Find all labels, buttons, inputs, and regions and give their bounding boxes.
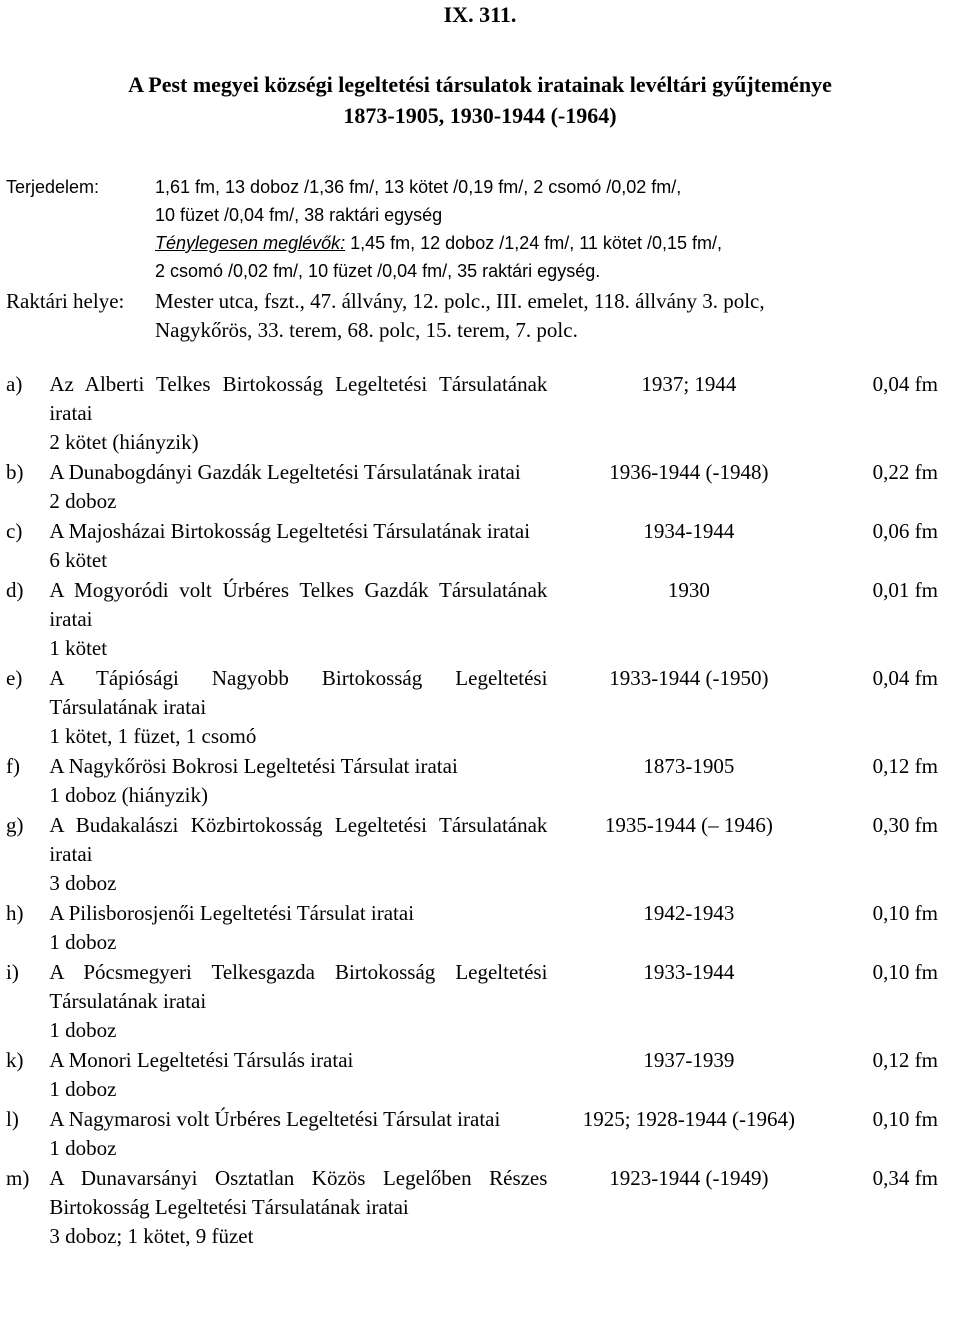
record-description <box>49 899 547 958</box>
record-name: Az Alberti Telkes Birtokosság Legeltetési Társulatának iratai <box>49 372 548 425</box>
record-dates: 1936-1944 (-1948) <box>609 460 769 484</box>
document-title: A Pest megyei községi legeltetési társulatok iratainak levéltári gyűjteménye <box>128 72 832 97</box>
location-line-2: Nagykőrös, 33. terem, 68. polc, 15. terem, 7. polc. <box>155 318 578 342</box>
record-units: 1 doboz <box>49 1077 117 1101</box>
record-size: 0,12 fm <box>872 1048 938 1072</box>
record-dates: 1934-1944 <box>643 519 735 543</box>
record-name: A Pilisborosjenői Legeltetési Társulat iratai <box>49 901 415 925</box>
record-units: 3 doboz <box>49 871 117 895</box>
record-size: 0,10 fm <box>872 1107 938 1131</box>
record-row <box>0 1046 960 1105</box>
record-name: A Majosházai Birtokosság Legeltetési Társulatának iratai <box>49 519 531 543</box>
record-size: 0,01 fm <box>872 578 938 602</box>
record-description <box>49 370 547 458</box>
record-dates: 1935-1944 (– 1946) <box>604 813 773 837</box>
record-dates: 1937-1939 <box>643 1048 735 1072</box>
record-row <box>0 517 960 576</box>
record-name: A Mogyoródi volt Úrbéres Telkes Gazdák Társulatának iratai <box>49 578 548 631</box>
record-name: A Nagymarosi volt Úrbéres Legeltetési Társulat iratai <box>49 1107 501 1131</box>
record-dates: 1933-1944 <box>643 960 735 984</box>
record-dates: 1937; 1944 <box>641 372 737 396</box>
record-description <box>49 811 547 899</box>
record-letter: a) <box>6 372 23 396</box>
extent-line-2: 10 füzet /0,04 fm/, 38 raktári egység <box>155 205 443 225</box>
record-size: 0,04 fm <box>872 666 938 690</box>
record-row <box>0 1105 960 1164</box>
actual-extent-label: Ténylegesen meglévők: <box>155 233 346 253</box>
record-description <box>49 1164 547 1252</box>
record-letter: d) <box>6 578 24 602</box>
record-letter: i) <box>6 960 19 984</box>
actual-extent-line-2: 2 csomó /0,02 fm/, 10 füzet /0,04 fm/, 35 raktári egység. <box>155 261 601 281</box>
document-date-range: 1873-1905, 1930-1944 (-1964) <box>343 103 617 128</box>
record-units: 1 doboz (hiányzik) <box>49 783 208 807</box>
record-description <box>49 1046 547 1105</box>
record-units: 1 doboz <box>49 1018 117 1042</box>
record-units: 2 kötet (hiányzik) <box>49 430 199 454</box>
record-row <box>0 752 960 811</box>
record-letter: l) <box>6 1107 19 1131</box>
actual-extent-values-1: 1,45 fm, 12 doboz /1,24 fm/, 11 kötet /0,15 fm/, <box>345 233 722 253</box>
actual-extent-line-1 <box>155 229 722 257</box>
record-description <box>49 752 547 811</box>
record-dates: 1930 <box>667 578 710 602</box>
record-letter: c) <box>6 519 23 543</box>
location-line-1: Mester utca, fszt., 47. állvány, 12. polc., III. emelet, 118. állvány 3. polc, <box>155 289 765 313</box>
record-units: 6 kötet <box>49 548 108 572</box>
record-size: 0,34 fm <box>872 1166 938 1190</box>
record-dates: 1933-1944 (-1950) <box>609 666 769 690</box>
record-letter: h) <box>6 901 24 925</box>
record-dates: 1873-1905 <box>643 754 735 778</box>
record-letter: m) <box>6 1166 30 1190</box>
record-size: 0,22 fm <box>872 460 938 484</box>
records-table-body <box>0 370 960 1252</box>
record-dates: 1925; 1928-1944 (-1964) <box>582 1107 796 1131</box>
record-description <box>49 664 547 752</box>
record-name: A Tápiósági Nagyobb Birtokosság Legeltetési Társulatának iratai <box>49 666 548 719</box>
record-description <box>49 576 547 664</box>
record-name: A Dunabogdányi Gazdák Legeltetési Társulatának iratai <box>49 460 521 484</box>
record-units: 1 kötet <box>49 636 108 660</box>
record-size: 0,30 fm <box>872 813 938 837</box>
record-row <box>0 458 960 517</box>
record-size: 0,10 fm <box>872 960 938 984</box>
record-letter: b) <box>6 460 24 484</box>
record-name: A Monori Legeltetési Társulás iratai <box>49 1048 354 1072</box>
record-size: 0,12 fm <box>872 754 938 778</box>
record-row <box>0 899 960 958</box>
record-letter: f) <box>6 754 20 778</box>
record-size: 0,10 fm <box>872 901 938 925</box>
record-letter: e) <box>6 666 23 690</box>
record-units: 1 kötet, 1 füzet, 1 csomó <box>49 724 257 748</box>
record-row <box>0 811 960 899</box>
record-dates: 1923-1944 (-1949) <box>609 1166 769 1190</box>
record-description <box>49 1105 547 1164</box>
record-name: A Pócsmegyeri Telkesgazda Birtokosság Legeltetési Társulatának iratai <box>49 960 548 1013</box>
fond-code: IX. 311. <box>443 2 517 27</box>
record-name: A Dunavarsányi Osztatlan Közös Legelőben Részes Birtokosság Legeltetési Társulatának iratai <box>49 1166 548 1219</box>
record-size: 0,06 fm <box>872 519 938 543</box>
record-letter: g) <box>6 813 24 837</box>
record-dates: 1942-1943 <box>643 901 735 925</box>
record-size: 0,04 fm <box>872 372 938 396</box>
records-table <box>0 370 960 1252</box>
record-name: A Budakalászi Közbirtokosság Legeltetési Társulatának iratai <box>49 813 548 866</box>
record-name: A Nagykőrösi Bokrosi Legeltetési Társulat iratai <box>49 754 458 778</box>
record-units: 3 doboz; 1 kötet, 9 füzet <box>49 1224 254 1248</box>
extent-line-1: 1,61 fm, 13 doboz /1,36 fm/, 13 kötet /0,19 fm/, 2 csomó /0,02 fm/, <box>155 177 682 197</box>
record-units: 1 doboz <box>49 1136 117 1160</box>
record-description <box>49 458 547 517</box>
location-label: Raktári helye: <box>6 289 125 313</box>
record-row <box>0 370 960 458</box>
record-units: 2 doboz <box>49 489 117 513</box>
record-row <box>0 958 960 1046</box>
record-row <box>0 1164 960 1252</box>
record-description <box>49 517 547 576</box>
record-description <box>49 958 547 1046</box>
record-row <box>0 576 960 664</box>
record-row <box>0 664 960 752</box>
extent-label: Terjedelem: <box>6 177 100 197</box>
record-units: 1 doboz <box>49 930 117 954</box>
record-letter: k) <box>6 1048 24 1072</box>
